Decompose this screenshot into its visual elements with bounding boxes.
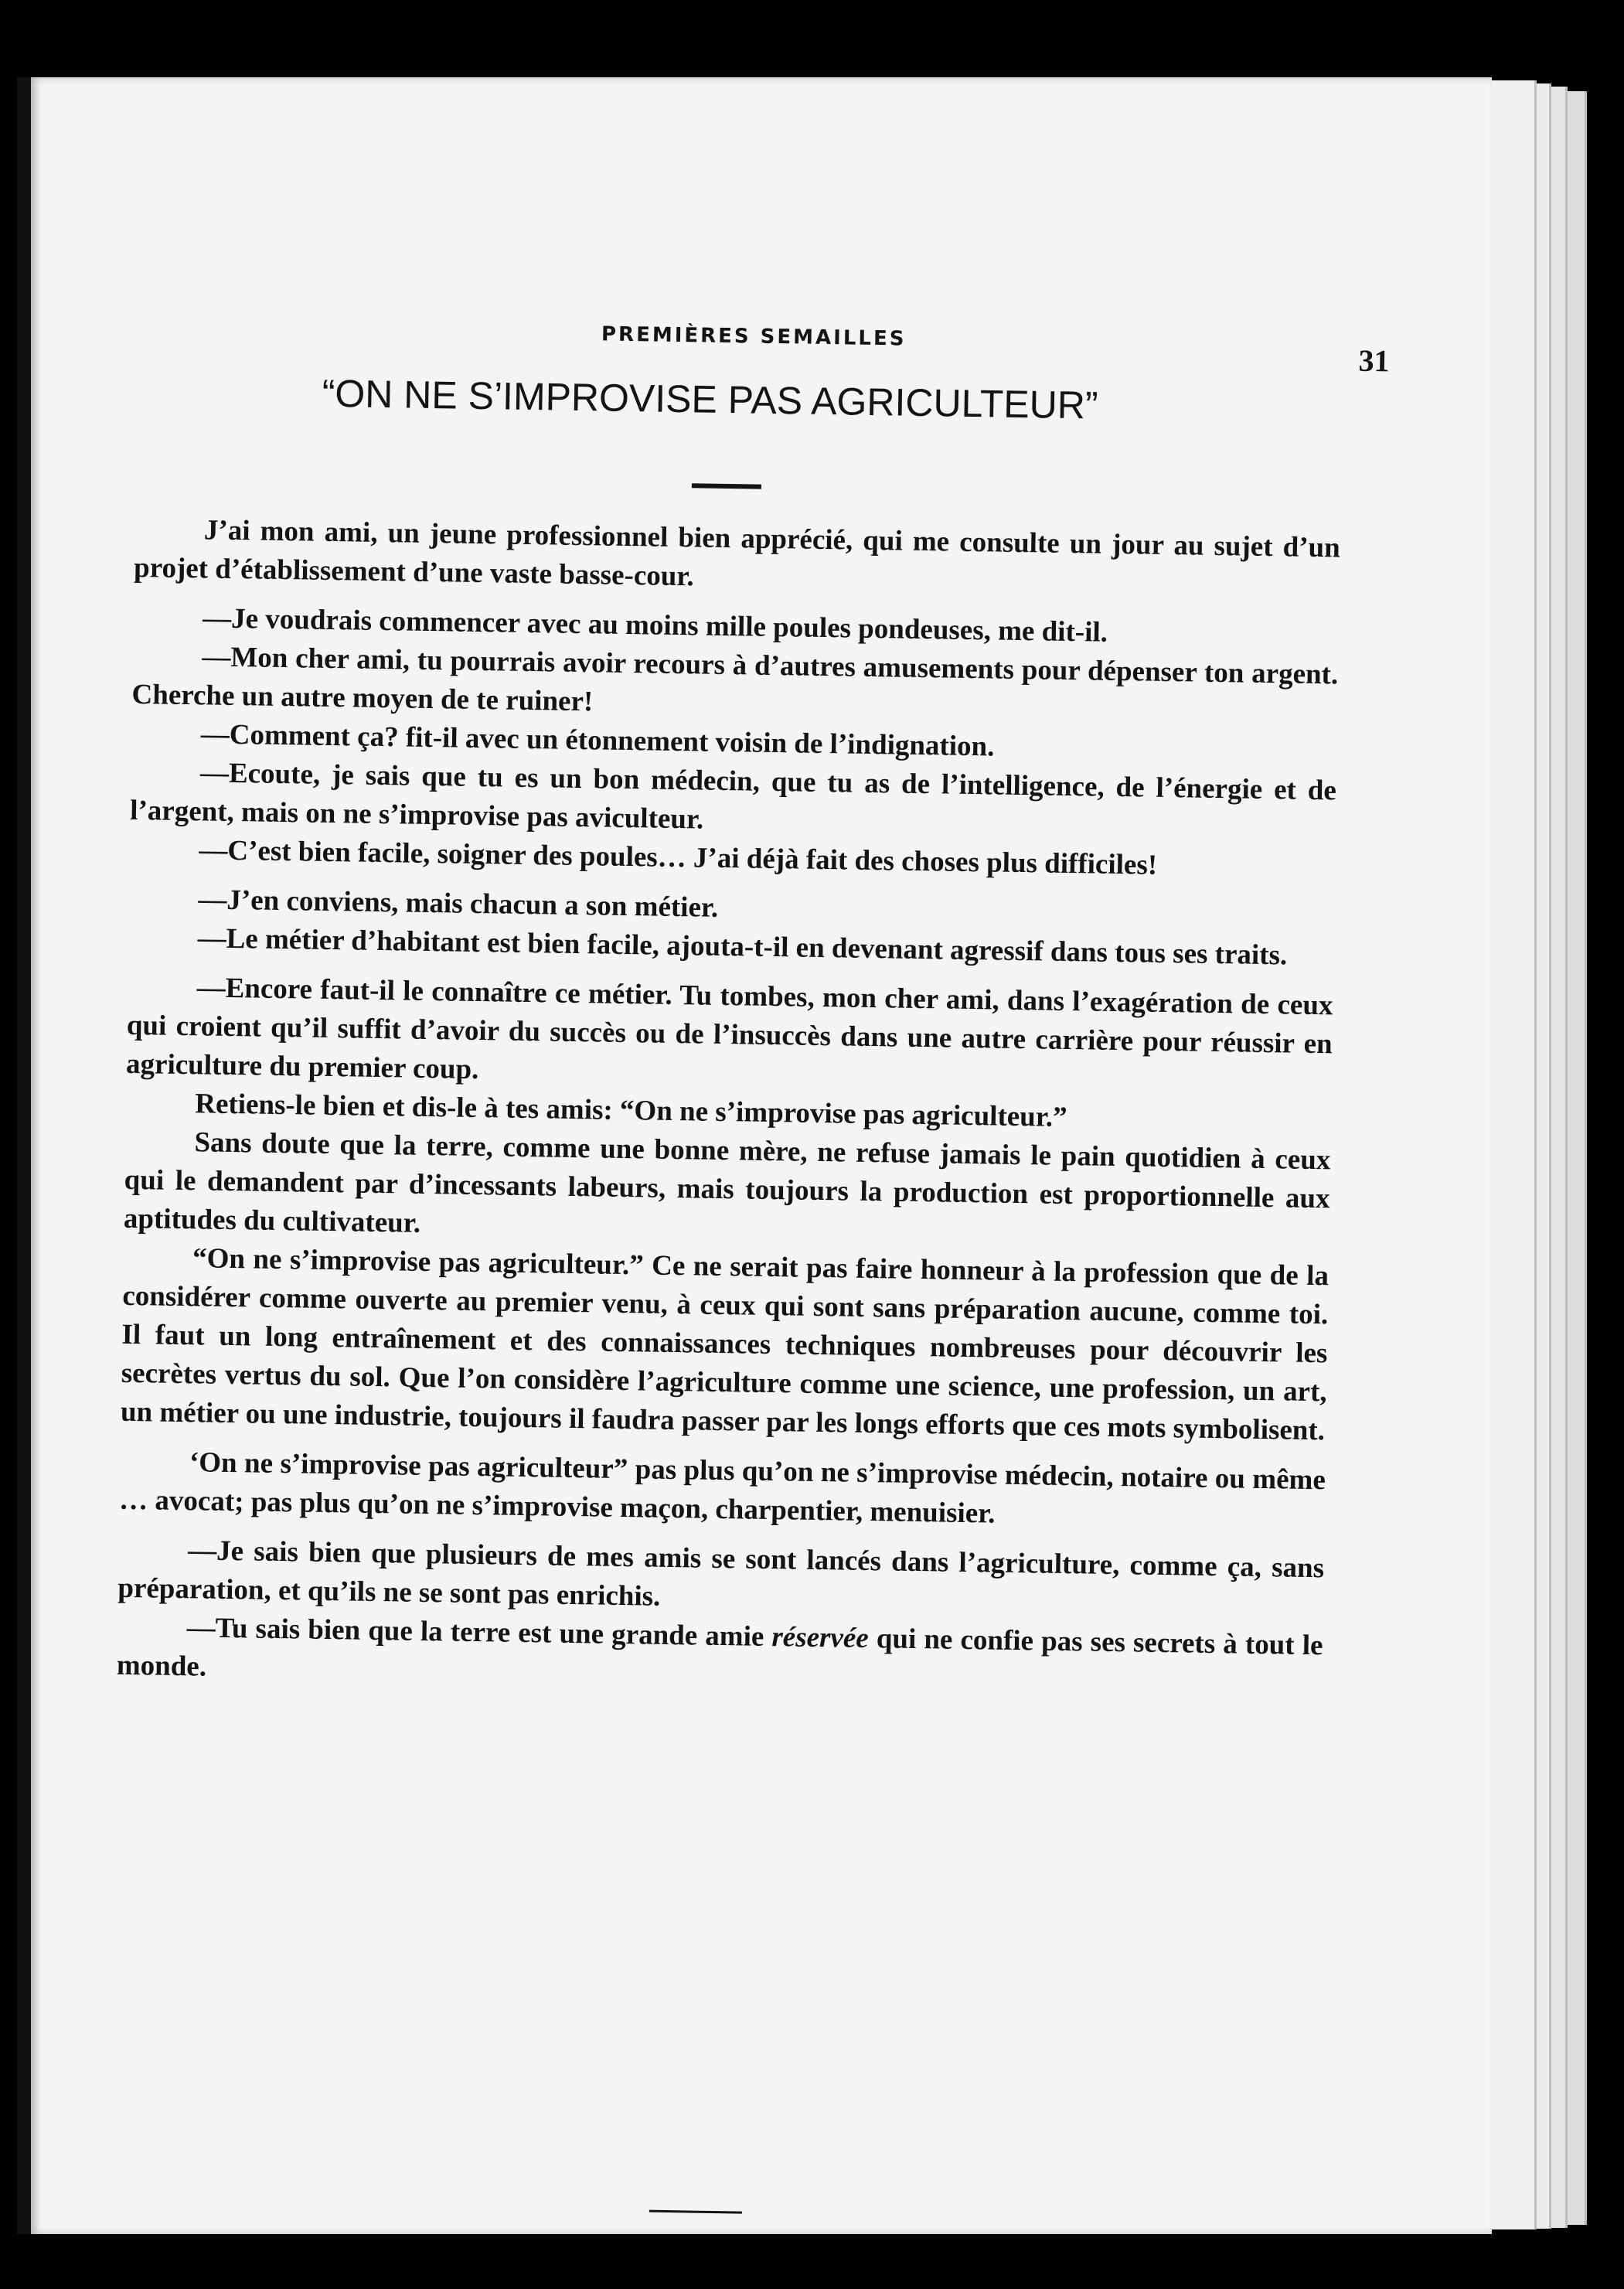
running-head: PREMIÈRES SEMAILLES xyxy=(601,322,907,351)
paragraph: “On ne s’improvise pas agriculteur.” Ce ne serait pas faire honneur à la profession que de la considérer comme ouverte au premier venu, à ceux qui sont sans préparation aucune, comme toi. Il faut un long entraînement et des connaissances techniques nombreuses pour découvrir les secrètes vertus du sol. Que l’on considère l’agriculture comme une science, une profession, un art, un métier ou une industrie, toujours il faudra passer par les longs efforts que ces mots symbolisent. xyxy=(120,1242,1330,1447)
paragraph: —Je sais bien que plusieurs de mes amis se sont lancés dans l’agriculture, comme ça, sans préparation, et qu’ils ne se sont pas enrichis. xyxy=(117,1535,1325,1613)
chapter-title: “ON NE S’IMPROVISE PAS AGRICULTEUR” xyxy=(322,371,1098,427)
paragraph: —J’en conviens, mais chacun a son métier. xyxy=(198,884,719,924)
paragraph: —Le métier d’habitant est bien facile, ajouta-t-il en devenant agressif dans tous ses traits. xyxy=(197,922,1288,972)
title-divider xyxy=(692,483,761,489)
text-run: —Tu sais bien que la terre est une grande amie xyxy=(186,1612,772,1654)
paragraph: J’ai mon ami, un jeune professionnel bien apprécié, qui me consulte un jour au sujet d’un projet d’établissement d’une vaste basse-cour. xyxy=(133,514,1341,593)
paragraph: —Encore faut-il le connaître ce métier. Tu tombes, mon cher ami, dans l’exagération de ceux qui croient qu’il suffit d’avoir du succès ou de l’insuccès dans une autre carrière pour réussir en agriculture du premier coup. xyxy=(125,972,1333,1086)
end-divider xyxy=(649,2210,742,2214)
book-spine xyxy=(17,77,31,2234)
paragraph: —Mon cher ami, tu pourrais avoir recours à d’autres amusements pour dépenser ton argent. Cherche un autre moyen de te ruiner! xyxy=(131,641,1339,718)
paragraph: ‘On ne s’improvise pas agriculteur” pas plus qu’on ne s’improvise médecin, notaire ou même … avocat; pas plus qu’on ne s’improvise maçon, charpentier, menuisier. xyxy=(118,1446,1326,1530)
paragraph: —Comment ça? fit-il avec un étonnement voisin de l’indignation. xyxy=(200,718,995,763)
paragraph: Retiens-le bien et dis-le à tes amis: “On ne s’improvise pas agriculteur.” xyxy=(194,1088,1067,1133)
emphasized-word: réservée xyxy=(771,1621,870,1655)
paragraph: —Je voudrais commencer avec au moins mille poules pondeuses, me dit-il. xyxy=(202,602,1108,649)
paragraph: —Ecoute, je sais que tu es un bon médecin, que tu as de l’intelligence, de l’énergie et de l’argent, mais on ne s’improvise pas aviculteur. xyxy=(129,757,1337,836)
paragraph: —C’est bien facile, soigner des poules… J’ai déjà fait des choses plus difficiles! xyxy=(199,834,1158,881)
book-page xyxy=(31,77,1492,2234)
paragraph: Sans doute que la terre, comme une bonne mère, ne refuse jamais le pain quotidien à ceux qui le demandent par d’incessants labeurs, mais toujours la production est proportionnelle aux aptitudes du cultivateur. xyxy=(123,1126,1331,1239)
page-content xyxy=(116,232,1390,1683)
text-run: qui ne confie pas ses secrets à tout le monde. xyxy=(116,1623,1323,1683)
page-number: 31 xyxy=(1358,342,1390,379)
body-text xyxy=(116,510,1340,1715)
